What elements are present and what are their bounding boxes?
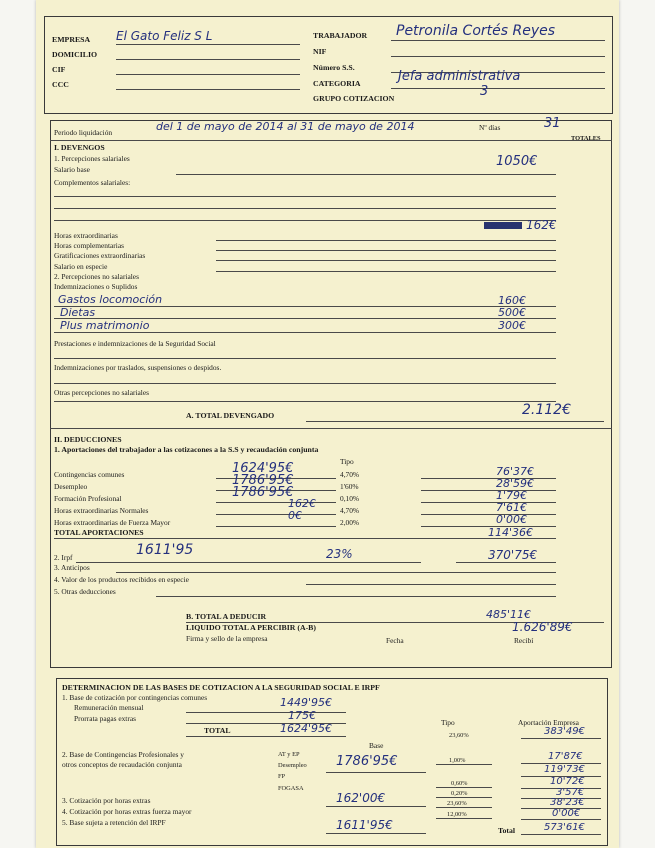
deduccion-row-base: 0€: [288, 509, 302, 522]
total-devengado-label: A. TOTAL DEVENGADO: [186, 411, 275, 420]
deduccion-row-base-line: [216, 502, 336, 503]
deduccion-row-label: Desempleo: [54, 482, 88, 491]
horas-extra-cot-base: 162'00€: [336, 791, 386, 805]
liquido-value: 1.626'89€: [512, 620, 573, 634]
domicilio-line: [116, 59, 300, 60]
periodo-value: del 1 de mayo de 2014 al 31 de mayo de 2014: [156, 120, 415, 133]
deduccion-row-importe-line: [421, 478, 556, 479]
fogasa-tipo-line: [436, 797, 492, 798]
total-aportacion-value: 573'61€: [544, 822, 585, 833]
valor-productos-line: [306, 584, 556, 585]
indemnizaciones-label: Indemnizaciones o Suplidos: [54, 282, 138, 291]
complementos-line-2: [54, 208, 556, 209]
profesionales-base: 1786'95€: [336, 754, 398, 769]
irpf-line: [76, 562, 421, 563]
fogasa-tipo: 0,20%: [451, 790, 468, 797]
ccc-line: [116, 89, 300, 90]
total-devengado-line: [306, 421, 604, 422]
categoria-label: CATEGORIA: [313, 79, 361, 88]
horas-extra-struck: ~~: [484, 222, 522, 229]
bases-irpf-base: 1611'95€: [336, 818, 393, 832]
deduccion-row-importe-line: [421, 490, 556, 491]
at-tipo: 1,00%: [449, 757, 466, 764]
cif-line: [116, 74, 300, 75]
horas-extra-cot-tipo-line: [436, 807, 492, 808]
dietas-value: 500€: [498, 306, 526, 319]
valor-productos-label: 4. Valor de los productos recibidos en especie: [54, 575, 189, 584]
trabajador-line: [391, 40, 605, 41]
plus-value: 300€: [498, 319, 526, 332]
salario-especie-label: Salario en especie: [54, 262, 108, 271]
bases-total-label: TOTAL: [204, 726, 231, 735]
deduccion-row-importe: 0'00€: [496, 513, 528, 526]
otras-line: [54, 401, 556, 402]
complementos-line-1: [54, 196, 556, 197]
dietas-label: Dietas: [60, 306, 96, 319]
profesionales-label-2: otros conceptos de recaudación conjunta: [62, 760, 182, 769]
plus-label: Plus matrimonio: [60, 319, 150, 332]
recibi-label: Recibí: [514, 636, 534, 645]
anticipos-label: 3. Anticipos: [54, 563, 90, 572]
irpf-importe: 370'75€: [488, 548, 538, 562]
fuerza-mayor-tipo: 12,00%: [447, 811, 467, 818]
fp-label: FP: [278, 773, 286, 780]
empresa-line: [116, 44, 300, 45]
prorrata-label: Prorrata pagas extras: [74, 714, 136, 723]
n-dias-label: Nº días: [479, 123, 501, 132]
numero-ss-label: Número S.S.: [313, 63, 355, 72]
devengos-divider: [50, 428, 612, 429]
horas-extra-label: Horas extraordinarias: [54, 231, 118, 240]
grupo-label: GRUPO COTIZACION: [313, 94, 395, 103]
irpf-tipo: 23%: [326, 547, 353, 561]
salario-base-value: 1050€: [496, 154, 538, 169]
domicilio-label: DOMICILIO: [52, 50, 98, 59]
fuerza-mayor-tipo-line: [436, 818, 492, 819]
horas-extra-cot-aportacion: 38'23€: [550, 797, 585, 808]
otras-label: Otras percepciones no salariales: [54, 388, 150, 397]
irpf-label: 2. Irpf: [54, 553, 73, 562]
complementos-line-3: [54, 220, 556, 221]
bases-title: DETERMINACION DE LAS BASES DE COTIZACION A LA SEGURIDAD SOCIAL E IRPF: [62, 683, 380, 692]
deducciones-title: II. DEDUCCIONES: [54, 435, 122, 444]
fuerza-mayor-label: 4. Cotización por horas extras fuerza mayor: [62, 807, 192, 816]
prorrata-value: 175€: [288, 709, 316, 722]
prestaciones-line: [54, 358, 556, 359]
horas-complementarias-label: Horas complementarias: [54, 241, 124, 250]
otras-deducciones-label: 5. Otras deducciones: [54, 587, 116, 596]
cc-line: [521, 738, 601, 739]
desempleo-label: Desempleo: [278, 762, 307, 769]
anticipos-line: [116, 572, 556, 573]
deduccion-row-base: 162€: [288, 497, 316, 510]
gratificaciones-line: [216, 260, 556, 261]
profesionales-label-1: 2. Base de Contingencias Profesionales y: [62, 750, 184, 759]
base-label: Base: [369, 741, 384, 750]
deduccion-row-importe: 76'37€: [496, 465, 535, 478]
total-aportaciones-label: TOTAL APORTACIONES: [54, 528, 144, 537]
horas-extra-cot-label: 3. Cotización por horas extras: [62, 796, 151, 805]
total-aportacion-label: Total: [498, 826, 516, 835]
irpf-importe-line: [456, 562, 556, 563]
salario-base-line: [176, 174, 556, 175]
deduccion-row-tipo: 0,10%: [340, 494, 360, 503]
total-aportaciones-value: 114'36€: [488, 526, 534, 539]
gastos-line: [54, 306, 556, 307]
fogasa-label: FOGASA: [278, 785, 304, 792]
empresa-value: El Gato Feliz S L: [116, 29, 213, 43]
deduccion-row-importe-line: [421, 514, 556, 515]
cc-aportacion: 383'49€: [544, 726, 585, 737]
deduccion-row-tipo: 1'60%: [340, 482, 359, 491]
grupo-value: 3: [480, 84, 489, 99]
deduccion-row-tipo: 4,70%: [340, 506, 360, 515]
fp-tipo-line: [436, 787, 492, 788]
indemn-traslados-label: Indemnizaciones por traslados, suspensiones o despidos.: [54, 363, 222, 372]
nif-line: [391, 56, 605, 57]
horas-extra-cot-tipo: 23,60%: [447, 800, 467, 807]
categoria-value: Jefa administrativa: [398, 69, 521, 84]
aportacion-label: Aportación Empresa: [518, 718, 579, 727]
deduccion-row-base-line: [216, 514, 336, 515]
deduccion-row-importe-line: [421, 502, 556, 503]
plus-line: [54, 332, 556, 333]
categoria-line: [391, 88, 605, 89]
fp-tipo: 0,60%: [451, 780, 468, 787]
bases-tipo-label: Tipo: [441, 718, 455, 727]
deducciones-subtitle: 1. Aportaciones del trabajador a las cotizacones a la S.S y recaudación conjunta: [54, 445, 319, 454]
prestaciones-label: Prestaciones e indemnizaciones de la Seguridad Social: [54, 339, 216, 348]
at-aportacion: 17'87€: [548, 751, 583, 762]
gratificaciones-label: Gratificaciones extraordinarias: [54, 251, 146, 260]
deduccion-row-base: 1786'95€: [232, 485, 294, 500]
horas-extra-value: 162€: [526, 218, 557, 232]
periodo-label: Periodo liquidación: [54, 128, 113, 137]
deduccion-row-importe: 1'79€: [496, 489, 528, 502]
deduccion-row-base: 1624'95€: [232, 461, 294, 476]
ccc-label: CCC: [52, 80, 69, 89]
deduccion-row-importe: 7'61€: [496, 501, 528, 514]
fecha-label: Fecha: [386, 636, 404, 645]
indemn-traslados-line: [54, 383, 556, 384]
total-deducir-value: 485'11€: [486, 608, 532, 621]
bases-irpf-line: [326, 833, 426, 834]
otras-deducciones-line: [156, 596, 556, 597]
bases-total-line: [186, 736, 346, 737]
totales-label: TOTALES: [571, 135, 601, 142]
deduccion-row-tipo: 4,70%: [340, 470, 360, 479]
deduccion-row-label: Contingencias comunes: [54, 470, 125, 479]
n-dias-value: 31: [544, 116, 561, 131]
percepciones-salariales-label: 1. Percepciones salariales: [54, 154, 130, 163]
cc-tipo: 23,60%: [449, 732, 469, 739]
tipo-label: Tipo: [340, 457, 354, 466]
periodo-divider: [50, 140, 612, 141]
total-aportacion-line: [521, 834, 601, 835]
total-aportaciones-line: [54, 538, 556, 539]
empresa-label: EMPRESA: [52, 35, 91, 44]
horas-extra-cot-line: [326, 806, 426, 807]
profesionales-base-line: [326, 772, 426, 773]
bases-irpf-label: 5. Base sujeta a retención del IRPF: [62, 818, 166, 827]
horas-complementarias-line: [216, 250, 556, 251]
firma-label: Firma y sello de la empresa: [186, 634, 268, 643]
liquido-label: LIQUIDO TOTAL A PERCIBIR (A-B): [186, 623, 316, 632]
trabajador-label: TRABAJADOR: [313, 31, 368, 40]
bases-contingencias-label: 1. Base de cotización por contingencias comunes: [62, 693, 208, 702]
fuerza-mayor-aportacion: 0'00€: [552, 808, 581, 819]
devengos-title: I. DEVENGOS: [54, 143, 105, 152]
nif-label: NIF: [313, 47, 327, 56]
deduccion-row-label: Horas extraordinarias de Fuerza Mayor: [54, 518, 171, 527]
complementos-label: Complementos salariales:: [54, 178, 131, 187]
remuneracion-line: [186, 712, 346, 713]
deduccion-row-label: Horas extraordinarias Normales: [54, 506, 149, 515]
no-salariales-label: 2. Percepciones no salariales: [54, 272, 139, 281]
gastos-value: 160€: [498, 294, 526, 307]
irpf-base: 1611'95: [136, 542, 194, 558]
remuneracion-label: Remuneración mensual: [74, 703, 144, 712]
trabajador-value: Petronila Cortés Reyes: [396, 23, 556, 39]
desempleo-aportacion: 119'73€: [544, 764, 585, 775]
at-tipo-line: [436, 764, 492, 765]
total-devengado-value: 2.112€: [522, 402, 571, 418]
salario-especie-line: [216, 271, 556, 272]
remuneracion-value: 1449'95€: [280, 696, 333, 709]
cif-label: CIF: [52, 65, 66, 74]
deduccion-row-base-line: [216, 526, 336, 527]
salario-base-label: Salario base: [54, 165, 90, 174]
deduccion-row-importe-line: [421, 526, 556, 527]
horas-extra-line: [216, 240, 556, 241]
fogasa-aportacion: 3'57€: [556, 787, 585, 798]
at-label: AT y EP: [278, 751, 300, 758]
deduccion-row-tipo: 2,00%: [340, 518, 360, 527]
payslip-page: [36, 0, 619, 848]
deduccion-row-importe: 28'59€: [496, 477, 535, 490]
gastos-label: Gastos locomoción: [58, 293, 163, 306]
total-deducir-label: B. TOTAL A DEDUCIR: [186, 612, 267, 621]
deduccion-row-label: Formación Profesional: [54, 494, 122, 503]
fp-aportacion: 10'72€: [550, 776, 585, 787]
bases-total-value: 1624'95€: [280, 722, 333, 735]
fuerza-mayor-aport-line: [521, 819, 601, 820]
deduccion-row-base: 1786'95€: [232, 473, 294, 488]
